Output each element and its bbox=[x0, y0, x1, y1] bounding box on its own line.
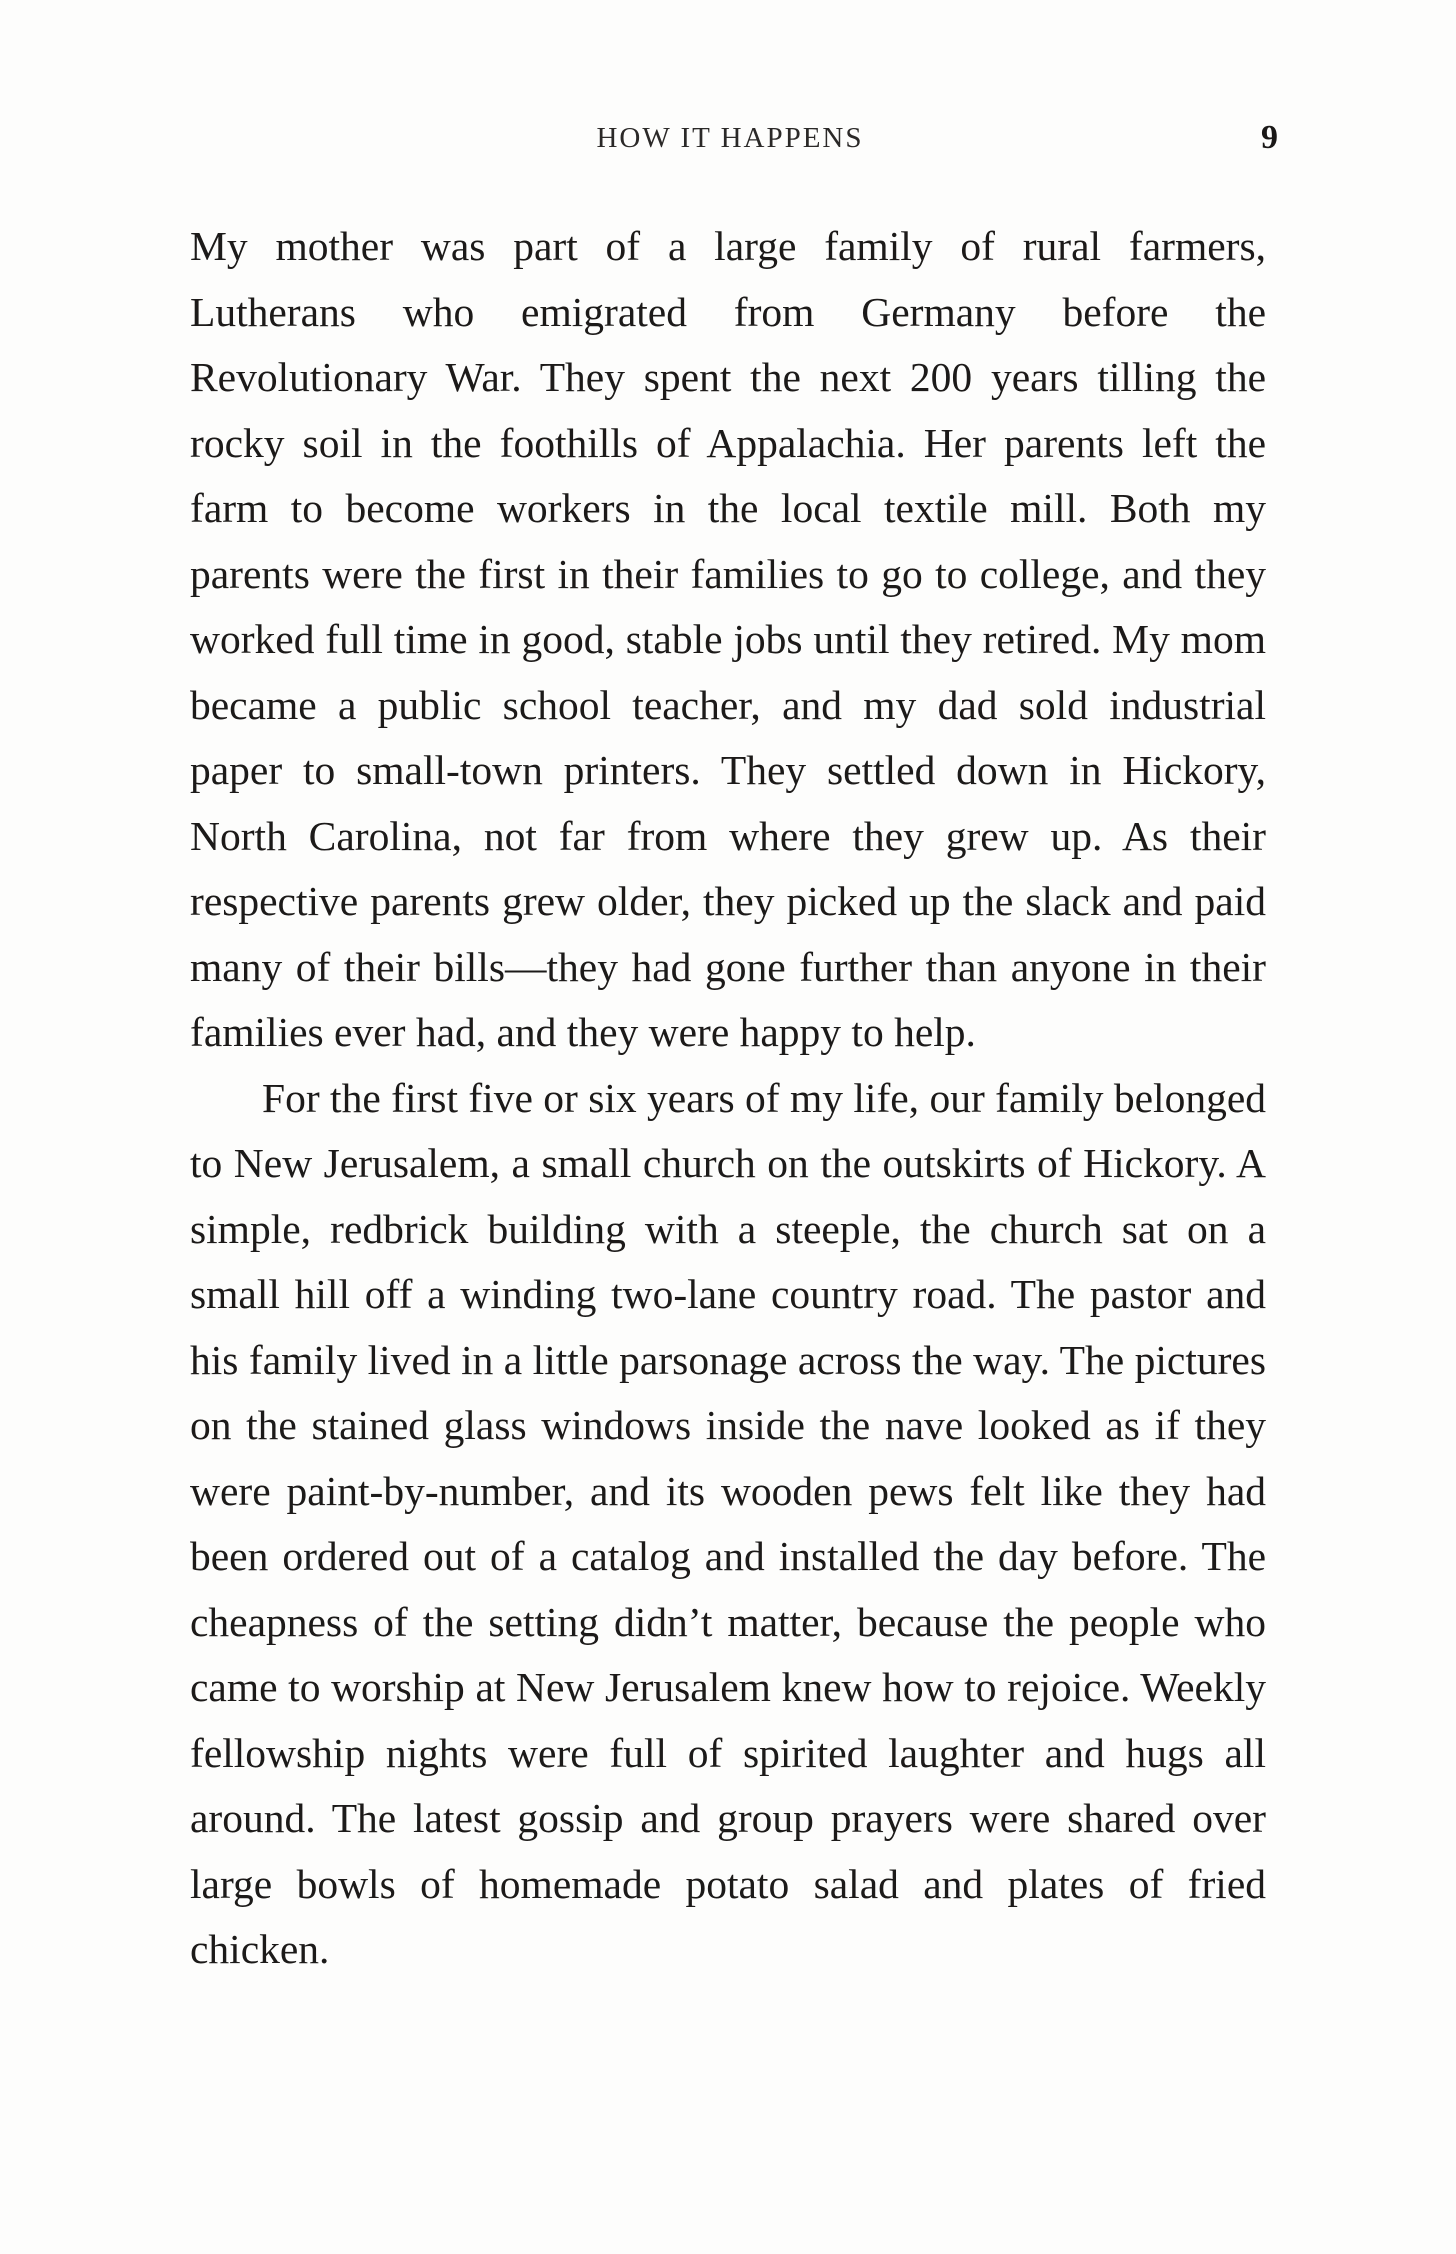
paragraph-2: For the first five or six years of my life, our family belonged to New Jerusalem, a small church on the outskirts of Hickory. A simple, redbrick building with a steeple, the church sat on a small hill off a winding two-lane country road. The pastor and his family lived in a little parsonage across the way. The pictures on the stained glass windows inside the nave looked as if they were paint-by-number, and its wooden pews felt like they had been ordered out of a catalog and installed the day before. The cheapness of the setting didn’t matter, because the people who came to worship at New Jerusalem knew how to rejoice. Weekly fellowship nights were full of spirited laughter and hugs all around. The latest gossip and group prayers were shared over large bowls of homemade potato salad and plates of fried chicken. bbox=[190, 1074, 1266, 1972]
paragraph-1: My mother was part of a large family of rural farmers, Lutherans who emigrated from Germany before the Revolutionary War. They spent the next 200 years tilling the rocky soil in the foothills of Appalachia. Her parents left the farm to become workers in the local textile mill. Both my parents were the first in their families to go to college, and they worked full time in good, stable jobs until they retired. My mom became a public school teacher, and my dad sold industrial paper to small-town printers. They settled down in Hickory, North Carolina, not far from where they grew up. As their respective parents grew older, they picked up the slack and paid many of their bills—they had gone further than anyone in their families ever had, and they were happy to help. bbox=[190, 223, 1266, 1055]
page-number: 9 bbox=[1261, 119, 1278, 156]
body-text bbox=[190, 214, 1266, 1983]
running-header bbox=[190, 118, 1278, 158]
running-title: HOW IT HAPPENS bbox=[596, 122, 864, 154]
